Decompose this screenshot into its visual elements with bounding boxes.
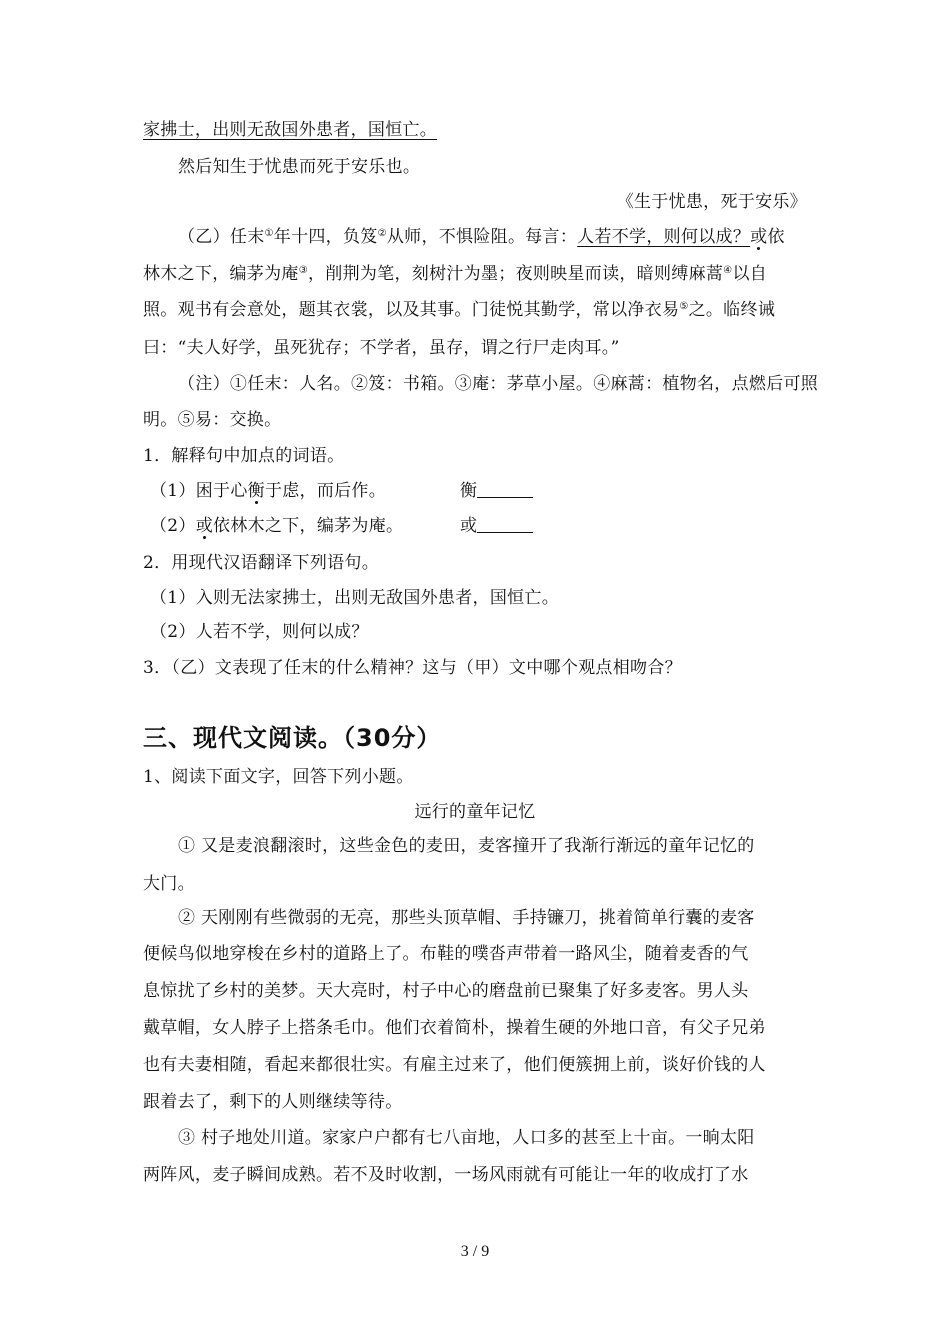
article-line: 也有夫妻相随，看起来都很壮实。有雇主过来了，他们便簇拥上前，谈好价钱的人 bbox=[143, 1055, 766, 1075]
passage-b-line: 曰：“夫人好学，虽死犹存；不学者，虽存，谓之行尸走肉耳。” bbox=[143, 338, 620, 358]
section-intro: 1、阅读下面文字，回答下列小题。 bbox=[143, 767, 414, 787]
article-title: 远行的童年记忆 bbox=[414, 802, 536, 822]
question-2-2: （2）人若不学，则何以成？ bbox=[150, 622, 369, 642]
article-line: 便候鸟似地穿梭在乡村的道路上了。布鞋的噗沓声带着一路风尘，随着麦香的气 bbox=[143, 944, 749, 964]
question-2-1: （1）入则无法家拂士，出则无敌国外患者，国恒亡。 bbox=[150, 588, 560, 608]
question-1: 1．解释句中加点的词语。 bbox=[143, 446, 345, 466]
question-2: 2．用现代汉语翻译下列语句。 bbox=[143, 553, 380, 573]
passage-b-line: 照。观书有会意处，题其衣裳，以及其事。门徒悦其勤学，常以净衣易⑤之。临终诫 bbox=[143, 300, 776, 320]
dotted-word: 或 bbox=[750, 227, 768, 247]
notes-line: 明。⑤易：交换。 bbox=[143, 410, 282, 430]
passage-b-line: 林木之下，编茅为庵③，削荆为笔，刻树汁为墨；夜则映星而读，暗则缚麻蒿④以自 bbox=[143, 264, 768, 284]
answer-blank-2[interactable]: 或 bbox=[460, 514, 533, 538]
article-line: ③ 村子地处川道。家家户户都有七八亩地，人口多的甚至上十亩。一晌太阳 bbox=[178, 1128, 755, 1148]
article-line: 跟着去了，剩下的人则继续等待。 bbox=[143, 1092, 403, 1112]
article-line: 两阵风，麦子瞬间成熟。若不及时收割，一场风雨就有可能让一年的收成打了水 bbox=[143, 1165, 749, 1185]
answer-blank-1[interactable]: 衡 bbox=[460, 479, 533, 503]
article-line: 戴草帽，女人脖子上搭条毛巾。他们衣着简朴，操着生硬的外地口音，有父子兄弟 bbox=[143, 1018, 766, 1038]
underlined-sentence: 人若不学，则何以成？ bbox=[577, 227, 751, 247]
passage-a-source: 《生于忧患，死于安乐》 bbox=[616, 192, 807, 212]
passage-a-line: 家拂士，出则无敌国外患者，国恒亡。 bbox=[143, 120, 438, 140]
passage-b-line: （乙）任末①年十四，负笈②从师，不惧险阻。每言：人若不学，则何以成？或依 bbox=[178, 227, 785, 247]
article-line: ① 又是麦浪翻滚时，这些金色的麦田，麦客撞开了我渐行渐远的童年记忆的 bbox=[178, 836, 755, 856]
article-line: 大门。 bbox=[143, 874, 195, 894]
article-line: ② 天刚刚有些微弱的无亮，那些头顶草帽、手持镰刀，挑着简单行囊的麦客 bbox=[178, 908, 755, 928]
question-1-1: （1）困于心衡于虑，而后作。 bbox=[150, 481, 387, 501]
page-number: 3 / 9 bbox=[460, 1243, 490, 1260]
question-3: 3．（乙）文表现了任末的什么精神？这与（甲）文中哪个观点相吻合？ bbox=[143, 658, 682, 678]
notes-line: （注）①任末：人名。②笈：书箱。③庵：茅草小屋。④麻蒿：植物名，点燃后可照 bbox=[178, 374, 819, 394]
question-1-2: （2）或依林木之下，编茅为庵。 bbox=[150, 516, 404, 536]
section-heading: 三、现代文阅读。（30分） bbox=[143, 724, 442, 752]
passage-a-line: 然后知生于忧患而死于安乐也。 bbox=[178, 157, 421, 177]
article-line: 息惊扰了乡村的美梦。天大亮时，村子中心的磨盘前已聚集了好多麦客。男人头 bbox=[143, 981, 749, 1001]
